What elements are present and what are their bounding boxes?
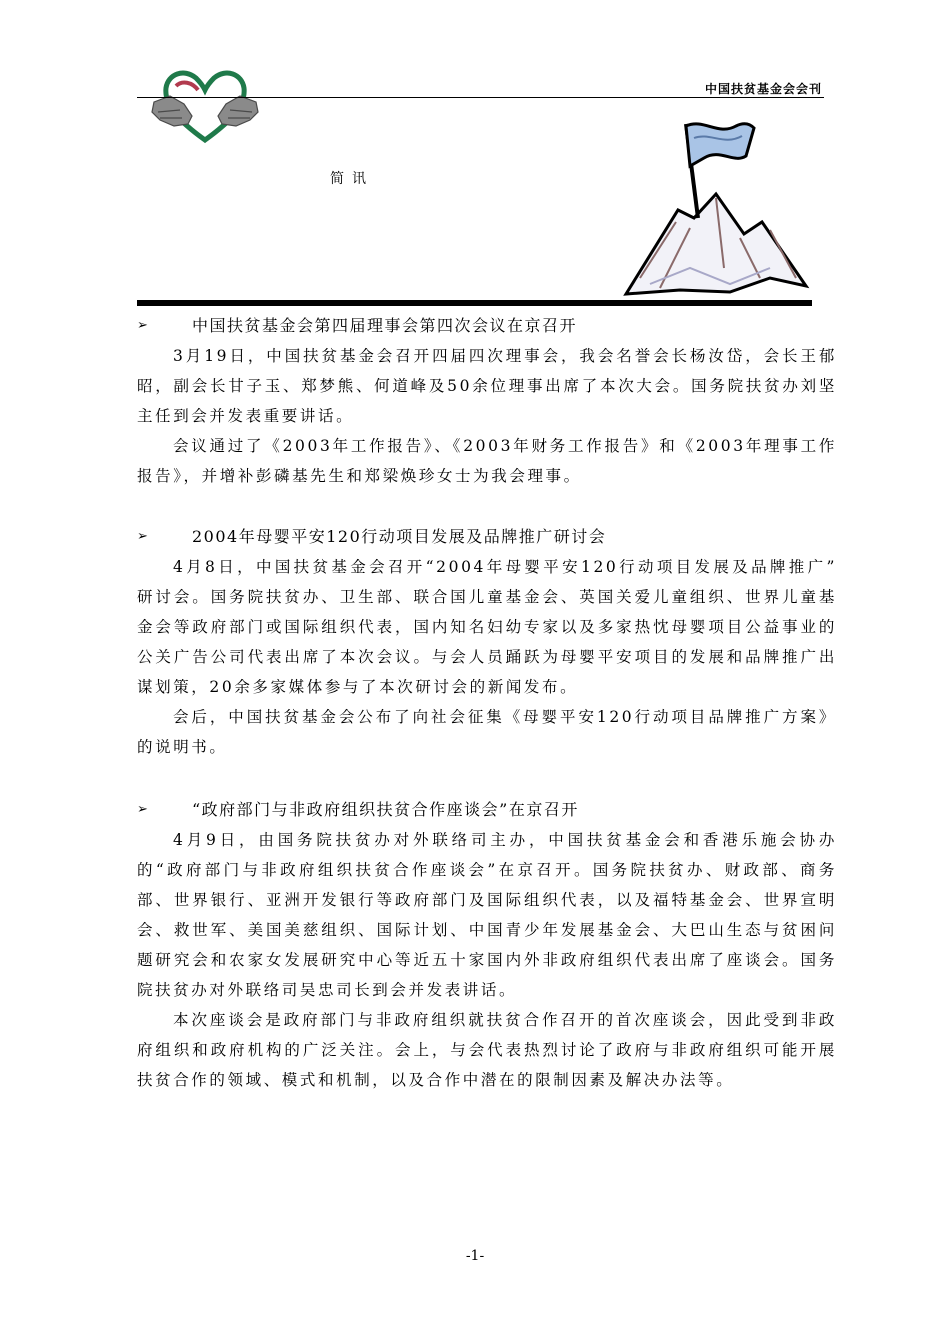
article-3 (137, 795, 837, 1095)
headline-text: 2004年母婴平安120行动项目发展及品牌推广研讨会 (192, 527, 607, 546)
article-paragraph: 会议通过了《2003年工作报告》、《2003年财务工作报告》和《2003年理事工作报告》，并增补彭磷基先生和郑梁焕珍女士为我会理事。 (137, 437, 837, 485)
article-paragraph: 会后，中国扶贫基金会公布了向社会征集《母婴平安120行动项目品牌推广方案》的说明书。 (137, 708, 837, 756)
article-paragraph: 4月9日，由国务院扶贫办对外联络司主办，中国扶贫基金会和香港乐施会协办的“政府部门与非政府组织扶贫合作座谈会”在京召开。国务院扶贫办、财政部、商务部、世界银行、亚洲开发银行等政府部门及国际组织代表，以及福特基金会、世界宣明会、救世军、美国美慈组织、国际计划、中国青少年发展基金会、大巴山生态与贫困问题研究会和农家女发展研究中心等近五十家国内外非政府组织代表出席了座谈会。国务院扶贫办对外联络司吴忠司长到会并发表讲话。 (137, 831, 837, 999)
headline-text: 中国扶贫基金会第四届理事会第四次会议在京召开 (192, 316, 578, 335)
article-1 (137, 311, 837, 491)
section-divider (137, 300, 812, 306)
headline-text: “政府部门与非政府组织扶贫合作座谈会”在京召开 (192, 800, 579, 819)
article-paragraph: 本次座谈会是政府部门与非政府组织就扶贫合作召开的首次座谈会，因此受到非政府组织和政府机构的广泛关注。会上，与会代表热烈讨论了政府与非政府组织可能开展扶贫合作的领域、模式和机制，以及合作中潜在的限制因素及解决办法等。 (137, 1011, 837, 1089)
header-rule (137, 97, 824, 98)
mountain-flag-illustration (620, 118, 810, 300)
heart-hands-logo (150, 62, 260, 147)
header-title: 中国扶贫基金会会刊 (704, 82, 822, 96)
bullet-arrow-icon: ➢ (137, 802, 150, 817)
article-headline (137, 795, 837, 825)
article-paragraph: 3月19日，中国扶贫基金会召开四届四次理事会，我会名誉会长杨汝岱，会长王郁昭，副会长甘子玉、郑梦熊、何道峰及50余位理事出席了本次大会。国务院扶贫办刘坚主任到会并发表重要讲话。 (137, 347, 837, 425)
page-number: -1- (465, 1248, 485, 1264)
bullet-arrow-icon: ➢ (137, 529, 150, 544)
article-headline (137, 311, 837, 341)
section-name: 简讯 (330, 171, 374, 187)
bullet-arrow-icon: ➢ (137, 318, 150, 333)
article-headline (137, 522, 837, 552)
article-paragraph: 4月8日，中国扶贫基金会召开“2004年母婴平安120行动项目发展及品牌推广” 研讨会。国务院扶贫办、卫生部、联合国儿童基金会、英国关爱儿童组织、世界儿童基金会等政府部门或国际组织代表，国内知名妇幼专家以及多家热忱母婴项目公益事业的公关广告公司代表出席了本次会议。与会人员踊跃为母婴平安项目的发展和品牌推广出谋划策，20余多家媒体参与了本次研讨会的新闻发布。 (137, 558, 837, 696)
article-2 (137, 522, 837, 762)
